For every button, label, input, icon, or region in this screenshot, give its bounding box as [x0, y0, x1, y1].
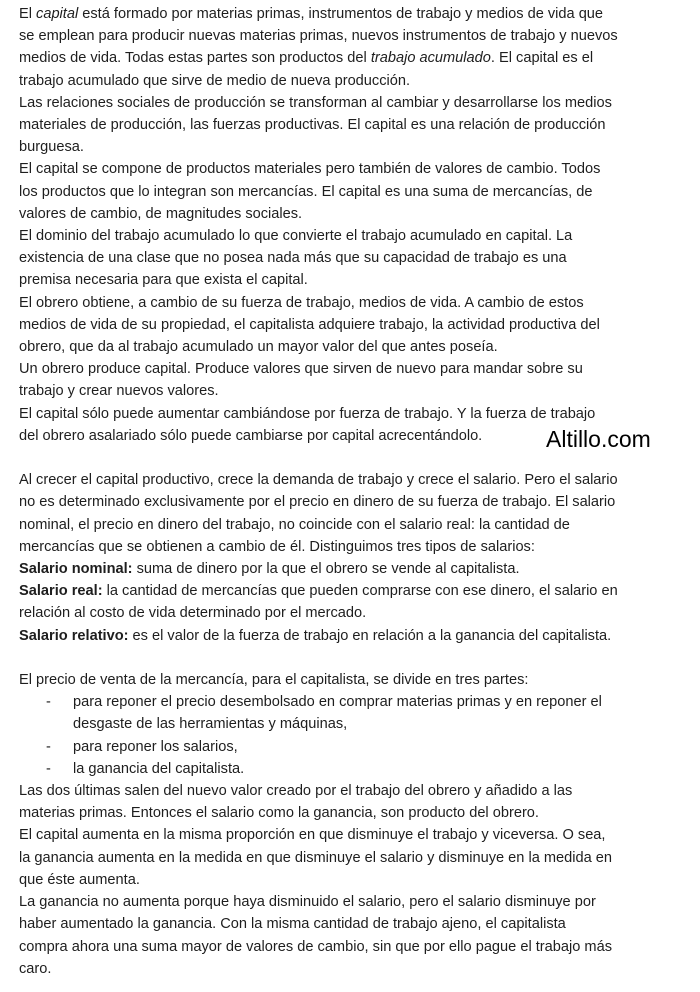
text-run: suma de dinero por la que el obrero se vende al capitalista. [132, 561, 520, 578]
text-run: . El capital es el [490, 50, 594, 67]
paragraph-ganancia-no-aumenta [19, 891, 695, 980]
text-line: existencia de una clase que no posea nada más que su capacidad de trabajo es una [19, 250, 567, 267]
text-line: El dominio del trabajo acumulado lo que convierte el trabajo acumulado en capital. La [19, 228, 573, 245]
definition-salario-relativo [19, 625, 695, 647]
list-item-text: desgaste de las herramientas y máquinas, [73, 716, 348, 733]
list-item [19, 736, 695, 758]
paragraph-capital-definition [19, 3, 695, 92]
text-line: El capital sólo puede aumentar cambiándose por fuerza de trabajo. Y la fuerza de trabajo [19, 405, 596, 422]
list-item [19, 758, 695, 780]
dash-bullet: - [46, 738, 51, 755]
watermark-altillo: Altillo.com [546, 426, 651, 452]
paragraph-capital-compone [19, 158, 695, 225]
text-line: trabajo acumulado que sirve de medio de nueva producción. [19, 72, 411, 89]
document-body [19, 3, 695, 980]
term-salario-real: Salario real: [19, 583, 103, 600]
list-item-text: para reponer el precio desembolsado en comprar materias primas y en reponer el [73, 694, 602, 711]
paragraph-capital-proporcion [19, 824, 695, 891]
text-line: premisa necesaria para que exista el capital. [19, 272, 308, 289]
list-item [19, 691, 695, 713]
text-line [19, 558, 695, 580]
text-line: compra ahora una suma mayor de valores de cambio, sin que por ello pague el trabajo más [19, 938, 612, 955]
text-run: está formado por materias primas, instrumentos de trabajo y medios de vida que [78, 6, 604, 22]
paragraph-obrero-produce [19, 358, 695, 402]
term-salario-nominal: Salario nominal: [19, 561, 133, 578]
text-run: El [19, 6, 37, 22]
list-item-text: para reponer los salarios, [73, 738, 238, 755]
text-line: El precio de venta de la mercancía, para el capitalista, se divide en tres partes: [19, 672, 529, 689]
definition-salario-real [19, 580, 695, 624]
text-line: Un obrero produce capital. Produce valores que sirven de nuevo para mandar sobre su [19, 361, 583, 378]
text-run: es el valor de la fuerza de trabajo en relación a la ganancia del capitalista. [128, 627, 612, 644]
definition-salario-nominal [19, 558, 695, 580]
text-line: caro. [19, 960, 52, 977]
text-line: El capital se compone de productos materiales pero también de valores de cambio. Todos [19, 161, 601, 178]
text-line: El capital aumenta en la misma proporción en que disminuye el trabajo y viceversa. O sea, [19, 827, 606, 844]
text-line [19, 47, 695, 69]
list-item-continuation [19, 713, 695, 735]
text-line: haber aumentado la ganancia. Con la misma cantidad de trabajo ajeno, el capitalista [19, 916, 566, 933]
text-line: materiales de producción, las fuerzas productivas. El capital es una relación de producción [19, 117, 606, 134]
emphasis-capital: capital [36, 6, 79, 22]
price-parts-list [19, 691, 695, 780]
text-line: El obrero obtiene, a cambio de su fuerza de trabajo, medios de vida. A cambio de estos [19, 294, 584, 311]
text-line: Las dos últimas salen del nuevo valor creado por el trabajo del obrero y añadido a las [19, 783, 573, 800]
paragraph-crecer-capital [19, 469, 695, 558]
text-line: Las relaciones sociales de producción se transforman al cambiar y desarrollarse los medios [19, 94, 612, 111]
text-line: que éste aumenta. [19, 871, 140, 888]
text-line: del obrero asalariado sólo puede cambiarse por capital acrecentándolo. [19, 427, 483, 444]
text-run: la cantidad de mercancías que pueden comprarse con ese dinero, el salario en [102, 583, 618, 600]
blank-line [19, 647, 695, 669]
text-line: relación al costo de vida determinado por el mercado. [19, 605, 367, 622]
text-line: los productos que lo integran son mercancías. El capital es una suma de mercancías, de [19, 183, 593, 200]
paragraph-dos-ultimas [19, 780, 695, 824]
text-line: se emplean para producir nuevas materias primas, nuevos instrumentos de trabajo y nuevos [19, 28, 618, 45]
dash-bullet: - [46, 760, 51, 777]
text-run: medios de vida. Todas estas partes son productos del [19, 50, 371, 67]
text-line: La ganancia no aumenta porque haya disminuido el salario, pero el salario disminuye por [19, 894, 596, 911]
text-line: nominal, el precio en dinero del trabajo, no coincide con el salario real: la cantidad de [19, 516, 570, 533]
text-line: valores de cambio, de magnitudes sociales. [19, 205, 303, 222]
list-item-text: la ganancia del capitalista. [73, 760, 245, 777]
text-line: obrero, que da al trabajo acumulado un mayor valor del que antes poseía. [19, 339, 498, 356]
text-line: la ganancia aumenta en la medida en que disminuye el salario y disminuye en la medida en [19, 849, 613, 866]
text-line: Al crecer el capital productivo, crece la demanda de trabajo y crece el salario. Pero el salario [19, 472, 618, 489]
paragraph-obrero-obtiene [19, 292, 695, 359]
text-line [19, 625, 695, 647]
text-line [19, 580, 695, 602]
paragraph-precio-venta [19, 669, 695, 691]
text-line: trabajo y crear nuevos valores. [19, 383, 219, 400]
text-line [19, 3, 695, 25]
emphasis-trabajo-acumulado: trabajo acumulado [370, 50, 491, 67]
paragraph-relaciones-sociales [19, 92, 695, 159]
text-line: no es determinado exclusivamente por el precio en dinero de su fuerza de trabajo. El salario [19, 494, 616, 511]
text-line: medios de vida de su propiedad, el capitalista adquiere trabajo, la actividad productiva del [19, 316, 600, 333]
term-salario-relativo: Salario relativo: [19, 627, 129, 644]
dash-bullet: - [46, 694, 51, 711]
text-line: burguesa. [19, 139, 84, 156]
text-line: materias primas. Entonces el salario como la ganancia, son producto del obrero. [19, 805, 539, 822]
paragraph-dominio-trabajo [19, 225, 695, 292]
text-line: mercancías que se obtienen a cambio de él. Distinguimos tres tipos de salarios: [19, 538, 535, 555]
